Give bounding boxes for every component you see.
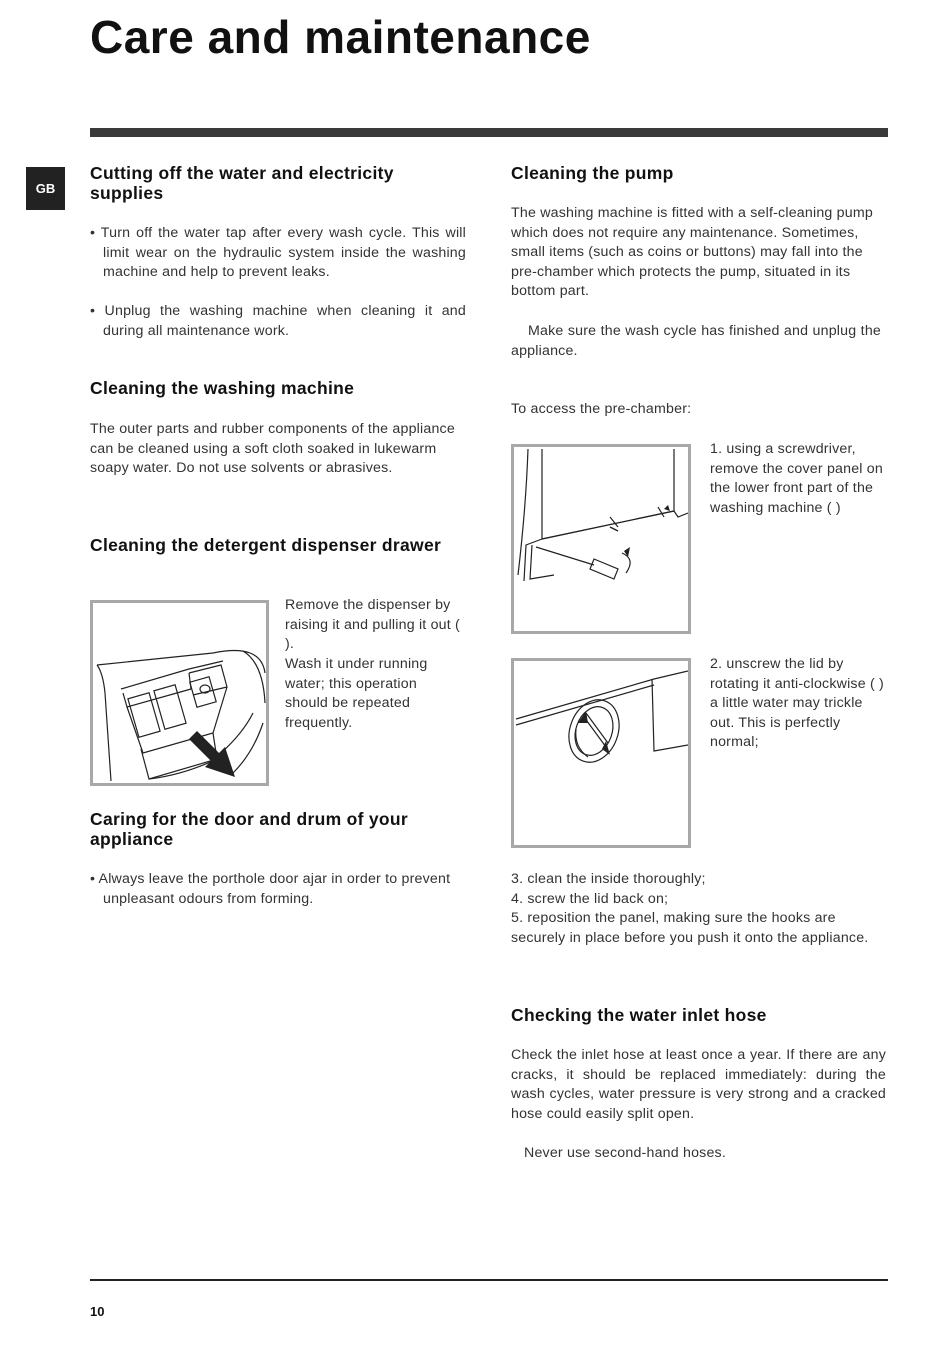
pump-step-2: 2. unscrew the lid by rotating it anti-clockwise ( ) a little water may trickle out. This is perfectly normal;: [710, 656, 884, 751]
page-number: 10: [90, 1304, 105, 1319]
pump-access: To access the pre-chamber:: [511, 401, 692, 417]
pump-step-4: 4. screw the lid back on;: [511, 890, 669, 907]
drawer-text-1: Remove the dispenser by raising it and pulling it out ( ).: [285, 597, 460, 653]
hose-text: Check the inlet hose at least once a year. If there are any cracks, it should be replaced immediately: during the wash cycles, water pressure is very strong and a cracked hose could easily split open.: [511, 1047, 886, 1122]
heading-detergent-drawer: Cleaning the detergent dispenser drawer: [90, 535, 442, 555]
bullet-porthole: • Always leave the porthole door ajar in order to prevent unpleasant odours from forming.: [90, 871, 451, 907]
pump-lid-icon: [514, 661, 688, 845]
pump-figure-1: [511, 444, 691, 634]
screwdriver-panel-icon: [514, 447, 688, 631]
heading-hose: Checking the water inlet hose: [511, 1005, 767, 1025]
pump-step-3: 3. clean the inside thoroughly;: [511, 871, 706, 887]
heading-cutting-off: Cutting off the water and electricity supplies: [90, 163, 394, 203]
language-tab: GB: [26, 167, 65, 210]
cleaning-machine-text: The outer parts and rubber components of the appliance can be cleaned using a soft cloth soaked in lukewarm soapy water. Do not use solvents or abrasives.: [90, 421, 455, 477]
heading-pump: Cleaning the pump: [511, 163, 674, 183]
bullet-water-tap: • Turn off the water tap after every wash cycle. This will limit wear on the hydraulic system inside the washing machine and help to prevent leaks.: [90, 225, 466, 281]
hose-note: Never use second-hand hoses.: [524, 1145, 726, 1161]
page-title: Care and maintenance: [90, 11, 591, 63]
pump-step-1: 1. using a screwdriver, remove the cover panel on the lower front part of the washing machine ( ): [710, 441, 883, 516]
drawer-removal-icon: [93, 603, 266, 783]
pump-figure-2: [511, 658, 691, 848]
drawer-figure: [90, 600, 269, 786]
footer-rule: [90, 1279, 888, 1281]
pump-intro: The washing machine is fitted with a self-cleaning pump which does not require any maintenance. Sometimes, small items (such as coins or buttons) may fall into the pre-chamber which protects the pump, situated in its bottom part.: [511, 205, 873, 300]
pump-warning: Make sure the wash cycle has finished and unplug the appliance.: [511, 323, 881, 359]
heading-cleaning-machine: Cleaning the washing machine: [90, 378, 355, 398]
pump-steps-rest: [511, 870, 888, 948]
drawer-text-2: Wash it under running water; this operation should be repeated frequently.: [285, 656, 428, 731]
bullet-unplug: • Unplug the washing machine when cleaning it and during all maintenance work.: [90, 303, 466, 339]
title-rule: [90, 128, 888, 137]
pump-step-5: 5. reposition the panel, making sure the hooks are securely in place before you push it onto the appliance.: [511, 910, 869, 946]
heading-door-drum: Caring for the door and drum of your appliance: [90, 809, 409, 849]
